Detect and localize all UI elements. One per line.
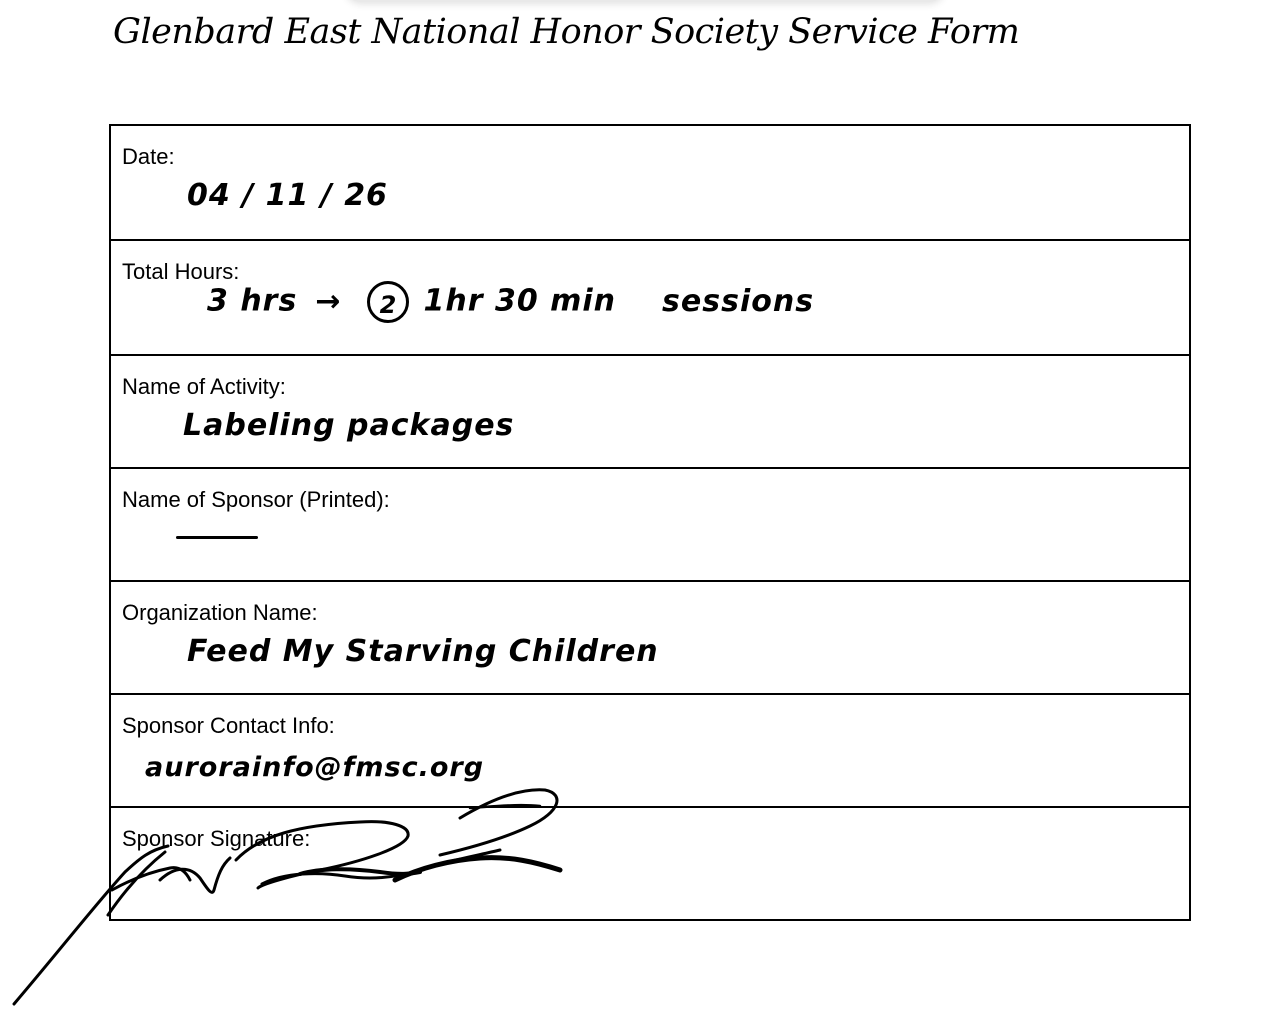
right-arrow-icon: → <box>315 283 342 319</box>
sessions-word: sessions <box>662 283 815 319</box>
total-hours-value <box>207 281 814 323</box>
contact-info-label: Sponsor Contact Info: <box>122 713 335 738</box>
activity-value: Labeling packages <box>183 408 515 443</box>
form-title: Glenbard East National Honor Society Service Form <box>113 12 1020 52</box>
signature-label: Sponsor Signature: <box>122 826 311 851</box>
contact-info-row <box>111 693 1189 806</box>
organization-label: Organization Name: <box>122 600 318 625</box>
total-hours-row <box>111 239 1189 354</box>
session-length: 1hr 30 min <box>423 283 617 319</box>
date-value: 04 / 11 / 26 <box>187 178 388 213</box>
organization-value: Feed My Starving Children <box>187 634 659 669</box>
circled-number: 2 <box>367 281 409 323</box>
activity-row <box>111 354 1189 467</box>
top-toolbar-edge <box>345 0 945 2</box>
organization-row <box>111 580 1189 693</box>
hours-text: 3 hrs <box>207 283 298 319</box>
date-label: Date: <box>122 144 175 169</box>
total-hours-label: Total Hours: <box>122 259 240 284</box>
contact-info-value: aurorainfo@fmsc.org <box>145 752 485 783</box>
activity-label: Name of Activity: <box>122 374 286 399</box>
signature-row <box>111 806 1189 919</box>
sponsor-name-blank-line <box>176 536 258 539</box>
sponsor-printed-row <box>111 467 1189 580</box>
service-form-table <box>109 124 1191 921</box>
date-row <box>111 126 1189 239</box>
sponsor-printed-label: Name of Sponsor (Printed): <box>122 487 390 512</box>
